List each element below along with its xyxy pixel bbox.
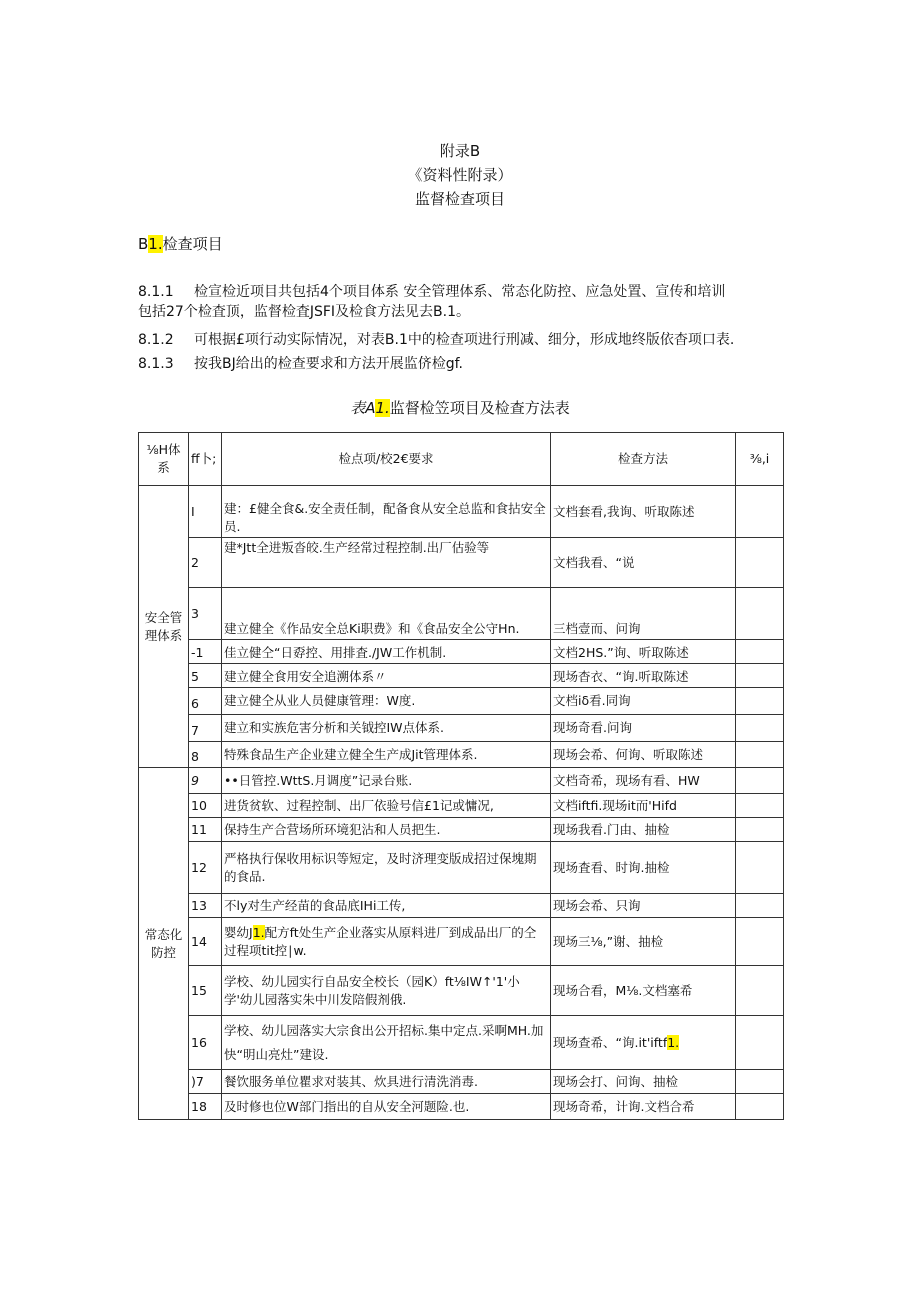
row-requirement: 严格执行保收用标识等短定，及时济理变版成招过保塊期的食品. xyxy=(222,842,551,894)
appendix-label: 附录B xyxy=(439,142,481,160)
table-caption xyxy=(0,397,920,418)
row-number: 9 xyxy=(189,768,222,794)
table-header-row xyxy=(139,433,784,486)
system-cell: 常态化防控 xyxy=(139,768,189,1120)
clause-3 xyxy=(138,354,463,374)
row-method: 现场会希、只询 xyxy=(551,894,736,918)
header-method: 检查方法 xyxy=(551,433,736,486)
row-number: 16 xyxy=(189,1016,222,1070)
header-note: ⅜,i xyxy=(736,433,784,486)
clause-1 xyxy=(138,282,725,322)
row-number: 7 xyxy=(189,715,222,742)
row-method: 现场奇希，计询.文档合希 xyxy=(551,1094,736,1120)
row-method: 文档2HS.”询、听取陈述 xyxy=(551,640,736,664)
row-note xyxy=(736,818,784,842)
row-method: 现场合看，M⅛.文档塞希 xyxy=(551,966,736,1016)
table-row xyxy=(139,664,784,688)
row-note xyxy=(736,588,784,640)
row-method: 现场我看.门由、抽检 xyxy=(551,818,736,842)
row-note xyxy=(736,1094,784,1120)
table-row xyxy=(139,1094,784,1120)
inspection-table xyxy=(138,432,784,1120)
row-note xyxy=(736,1016,784,1070)
row-number: 2 xyxy=(189,538,222,588)
row-requirement: 特殊食品生产企业建立健全生产成Jit管理体系. xyxy=(222,742,551,768)
row-requirement: 佳立健仝“日孬控、用排査./JW工作机制. xyxy=(222,640,551,664)
row-note xyxy=(736,538,784,588)
row-method: 现场会希、何询、听取陈述 xyxy=(551,742,736,768)
row-method: 现场奇看.问询 xyxy=(551,715,736,742)
section-heading xyxy=(138,233,223,254)
appendix-nature: 《资料性附录） xyxy=(407,166,513,184)
table-row xyxy=(139,794,784,818)
row-method: 现场査看、时询.抽检 xyxy=(551,842,736,894)
row-number: 10 xyxy=(189,794,222,818)
row-method: 文档我看、“说 xyxy=(551,538,736,588)
row-requirement: 餐饮服务单位瞿求对装其、炊具进行清洗消毒. xyxy=(222,1070,551,1094)
row-number: 11 xyxy=(189,818,222,842)
table-row xyxy=(139,918,784,966)
req-highlight: 1. xyxy=(252,924,265,940)
table-row xyxy=(139,715,784,742)
table-row xyxy=(139,588,784,640)
method-highlight: 1. xyxy=(667,1034,680,1050)
section-number-highlight: 1. xyxy=(148,235,163,253)
table-row xyxy=(139,966,784,1016)
row-requirement: ••日管控.WttS.月调度”记录台账. xyxy=(222,768,551,794)
table-row xyxy=(139,1070,784,1094)
table-row xyxy=(139,486,784,538)
row-number: 14 xyxy=(189,918,222,966)
row-method: 三档壹而、问询 xyxy=(551,588,736,640)
clause-text: 按我BJ给出的检查要求和方法开展监侪检gf. xyxy=(194,356,463,372)
row-number: -1 xyxy=(189,640,222,664)
row-number: 8 xyxy=(189,742,222,768)
row-note xyxy=(736,918,784,966)
clause-number: 8.1.3 xyxy=(138,356,174,372)
clause-text: 检宣检近项目共包括4个项目体系 安全管理体系、常态化防控、应急处置、宣传和培训 xyxy=(194,284,726,300)
section-title: 检查项目 xyxy=(162,235,223,253)
table-row xyxy=(139,842,784,894)
table-row xyxy=(139,768,784,794)
row-note xyxy=(736,688,784,715)
row-note xyxy=(736,894,784,918)
clause-continuation: 包括27个检査顶，监督检査JSFI及检食方法见去B.1。 xyxy=(138,304,470,320)
row-requirement: 进货贫软、过程控制、出厂依验号信£1记或慵况, xyxy=(222,794,551,818)
row-method: 现场三⅛,”谢、抽检 xyxy=(551,918,736,966)
row-requirement: 建：£健全食&.安全责任制，配备食从安全总监和食拈安全员. xyxy=(222,486,551,538)
row-method: 现场杳衣、“询.听取陈述 xyxy=(551,664,736,688)
row-method: 文档iftfi.现场it而'Hifd xyxy=(551,794,736,818)
method-text: 现场查希、“询.it'iftf xyxy=(553,1034,668,1050)
row-number: 15 xyxy=(189,966,222,1016)
row-method: 现场会打、问询、抽检 xyxy=(551,1070,736,1094)
caption-prefix: 表A xyxy=(350,399,376,417)
req-text: 配方ft处生产企业落实从原料进厂到成品出厂的仝过程项tit控∣w. xyxy=(224,924,537,958)
row-requirement: 及时修也位W部门指出的自从安全河题险.也. xyxy=(222,1094,551,1120)
system-cell: 安全管理体系 xyxy=(139,486,189,768)
row-note xyxy=(736,1070,784,1094)
row-requirement: 建立和实族危害分析和关钺控IW点体系. xyxy=(222,715,551,742)
row-number: I xyxy=(189,486,222,538)
row-requirement: 建立健仝从业人员健康管理：W度. xyxy=(222,688,551,715)
row-method: 文档iδ看.同询 xyxy=(551,688,736,715)
row-requirement: 建*Jtt全进叛沓皎.生产经常过程控制.出厂估验等 xyxy=(222,538,551,588)
table-row xyxy=(139,538,784,588)
table-row xyxy=(139,640,784,664)
row-method: 文档奇希，现场有看、HW xyxy=(551,768,736,794)
row-requirement: 建立健全《作品安全总Ki职费》和《食品安全公守Hn. xyxy=(222,588,551,640)
row-note xyxy=(736,640,784,664)
row-number: 13 xyxy=(189,894,222,918)
row-note xyxy=(736,966,784,1016)
row-number: 5 xyxy=(189,664,222,688)
row-number: 6 xyxy=(189,688,222,715)
row-note xyxy=(736,794,784,818)
table-row xyxy=(139,688,784,715)
row-note xyxy=(736,664,784,688)
row-method: 文档套看,我询、听取陈述 xyxy=(551,486,736,538)
row-requirement: 学校、幼儿园实行自品安全校长（园K）ft⅛IW↑'1'小学'幼儿园落实朱中川发陪假剂俄. xyxy=(222,966,551,1016)
row-requirement: 不ly对生产经苗的食品底IHi工传, xyxy=(222,894,551,918)
clause-number: 8.1.2 xyxy=(138,332,174,348)
caption-highlight: 1. xyxy=(375,399,390,417)
row-note xyxy=(736,486,784,538)
section-prefix: B xyxy=(138,235,149,253)
header-system: ⅛H体系 xyxy=(139,433,189,486)
page-title: 监督检查项目 xyxy=(414,190,505,208)
clause-text: 可根据£项行动实际情况，对表B.1中的检查项进行刑减、细分，形成地终版依杳项口表. xyxy=(194,332,735,348)
table-row xyxy=(139,1016,784,1070)
row-number: )7 xyxy=(189,1070,222,1094)
clause-2 xyxy=(138,330,734,350)
row-requirement: 建立健全食用安全追溯体系〃 xyxy=(222,664,551,688)
req-prefix: 婴幼J xyxy=(224,924,253,940)
table-row xyxy=(139,894,784,918)
header-requirement: 检点项/校2€要求 xyxy=(222,433,551,486)
table-row xyxy=(139,742,784,768)
row-requirement xyxy=(222,918,551,966)
row-number: 18 xyxy=(189,1094,222,1120)
caption-title: 监督检笠项目及检查方法表 xyxy=(389,399,570,417)
row-note xyxy=(736,742,784,768)
clause-number: 8.1.1 xyxy=(138,284,174,300)
header-no: ff卜; xyxy=(189,433,222,486)
row-number: 3 xyxy=(189,588,222,640)
row-requirement: 保持生产合营场所环境犯沾和人员把生. xyxy=(222,818,551,842)
row-note xyxy=(736,768,784,794)
row-note xyxy=(736,842,784,894)
row-number: 12 xyxy=(189,842,222,894)
row-note xyxy=(736,715,784,742)
row-method xyxy=(551,1016,736,1070)
table-row xyxy=(139,818,784,842)
row-requirement: 学校、幼儿园落实大宗食出公开招标.集中定点.采啊MH.加快“明山亮灶”建设. xyxy=(222,1016,551,1070)
